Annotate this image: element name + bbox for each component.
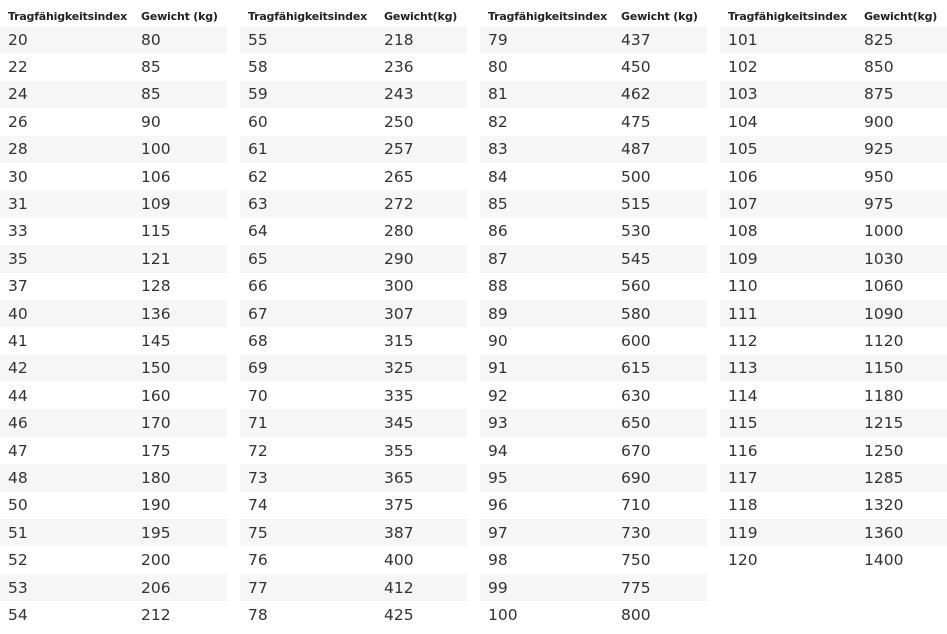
table-row: [240, 382, 467, 409]
load-index-cell: 84: [480, 163, 613, 190]
load-index-cell: 66: [240, 273, 376, 300]
load-index-cell: 117: [720, 464, 856, 491]
table-row: [480, 245, 707, 272]
table-row: [720, 245, 947, 272]
table-row: [240, 136, 467, 163]
weight-cell: 300: [376, 273, 467, 300]
load-index-cell: 20: [0, 26, 133, 53]
load-index-cell: 76: [240, 546, 376, 573]
load-index-cell: 61: [240, 136, 376, 163]
load-index-cell: 85: [480, 190, 613, 217]
table-row: [240, 81, 467, 108]
weight-cell: 560: [613, 273, 707, 300]
table-row: [480, 409, 707, 436]
table-row: [0, 492, 227, 519]
weight-cell: 375: [376, 492, 467, 519]
table-row: [720, 409, 947, 436]
weight-cell: 710: [613, 492, 707, 519]
load-index-cell: 33: [0, 218, 133, 245]
load-index-cell: 72: [240, 437, 376, 464]
weight-cell: 500: [613, 163, 707, 190]
load-index-cell: 64: [240, 218, 376, 245]
table-row: [480, 464, 707, 491]
load-index-cell: 41: [0, 327, 133, 354]
table-row: [720, 273, 947, 300]
weight-cell: 195: [133, 519, 227, 546]
weight-cell: 190: [133, 492, 227, 519]
table-row: [0, 574, 227, 601]
weight-cell: 630: [613, 382, 707, 409]
load-index-cell: 71: [240, 409, 376, 436]
load-index-cell: 96: [480, 492, 613, 519]
table-row: [480, 190, 707, 217]
weight-cell: 515: [613, 190, 707, 217]
table-row: [0, 300, 227, 327]
column-header-load-index: Tragfähigkeitsindex: [488, 9, 607, 23]
table-row: [720, 81, 947, 108]
table-row: [0, 273, 227, 300]
weight-cell: 85: [133, 53, 227, 80]
weight-cell: 875: [856, 81, 947, 108]
table-body: [720, 26, 947, 574]
table-row: [480, 327, 707, 354]
weight-cell: 206: [133, 574, 227, 601]
table-row: [720, 136, 947, 163]
weight-cell: 400: [376, 546, 467, 573]
weight-cell: 136: [133, 300, 227, 327]
weight-cell: 250: [376, 108, 467, 135]
column-header-weight: Gewicht (kg): [141, 9, 218, 23]
table-row: [480, 546, 707, 573]
load-index-cell: 68: [240, 327, 376, 354]
table-row: [240, 409, 467, 436]
weight-cell: 462: [613, 81, 707, 108]
load-index-cell: 26: [0, 108, 133, 135]
load-index-cell: 118: [720, 492, 856, 519]
load-index-cell: 30: [0, 163, 133, 190]
weight-cell: 1060: [856, 273, 947, 300]
load-index-cell: 69: [240, 355, 376, 382]
load-index-cell: 52: [0, 546, 133, 573]
weight-cell: 280: [376, 218, 467, 245]
load-index-cell: 40: [0, 300, 133, 327]
weight-cell: 1000: [856, 218, 947, 245]
load-index-cell: 97: [480, 519, 613, 546]
weight-cell: 825: [856, 26, 947, 53]
table-row: [480, 26, 707, 53]
weight-cell: 265: [376, 163, 467, 190]
load-index-cell: 65: [240, 245, 376, 272]
load-index-cell: 54: [0, 601, 133, 628]
table-row: [720, 492, 947, 519]
table-row: [240, 546, 467, 573]
load-index-cell: 90: [480, 327, 613, 354]
weight-cell: 650: [613, 409, 707, 436]
load-index-cell: 60: [240, 108, 376, 135]
load-index-cell: 110: [720, 273, 856, 300]
weight-cell: 1180: [856, 382, 947, 409]
table-row: [0, 136, 227, 163]
weight-cell: 290: [376, 245, 467, 272]
weight-cell: 85: [133, 81, 227, 108]
weight-cell: 160: [133, 382, 227, 409]
table-row: [240, 355, 467, 382]
table-body: [240, 26, 467, 629]
load-index-cell: 82: [480, 108, 613, 135]
load-index-cell: 83: [480, 136, 613, 163]
weight-cell: 345: [376, 409, 467, 436]
weight-cell: 325: [376, 355, 467, 382]
load-index-cell: 59: [240, 81, 376, 108]
load-index-table-3: [480, 6, 707, 629]
load-index-cell: 86: [480, 218, 613, 245]
table-row: [720, 53, 947, 80]
load-index-cell: 105: [720, 136, 856, 163]
load-index-cell: 73: [240, 464, 376, 491]
table-row: [240, 437, 467, 464]
weight-cell: 545: [613, 245, 707, 272]
weight-cell: 115: [133, 218, 227, 245]
weight-cell: 487: [613, 136, 707, 163]
weight-cell: 180: [133, 464, 227, 491]
load-index-cell: 119: [720, 519, 856, 546]
weight-cell: 315: [376, 327, 467, 354]
weight-cell: 200: [133, 546, 227, 573]
weight-cell: 170: [133, 409, 227, 436]
load-index-cell: 79: [480, 26, 613, 53]
table-row: [720, 190, 947, 217]
load-index-cell: 100: [480, 601, 613, 628]
load-index-cell: 103: [720, 81, 856, 108]
weight-cell: 109: [133, 190, 227, 217]
load-index-cell: 48: [0, 464, 133, 491]
table-row: [720, 546, 947, 573]
table-header-row: [240, 6, 467, 26]
weight-cell: 1215: [856, 409, 947, 436]
load-index-cell: 53: [0, 574, 133, 601]
weight-cell: 106: [133, 163, 227, 190]
weight-cell: 1090: [856, 300, 947, 327]
weight-cell: 690: [613, 464, 707, 491]
weight-cell: 335: [376, 382, 467, 409]
table-row: [0, 355, 227, 382]
weight-cell: 530: [613, 218, 707, 245]
weight-cell: 800: [613, 601, 707, 628]
table-row: [240, 273, 467, 300]
load-index-cell: 50: [0, 492, 133, 519]
weight-cell: 450: [613, 53, 707, 80]
weight-cell: 1400: [856, 546, 947, 573]
weight-cell: 580: [613, 300, 707, 327]
load-index-cell: 51: [0, 519, 133, 546]
load-index-cell: 62: [240, 163, 376, 190]
column-header-load-index: Tragfähigkeitsindex: [728, 9, 847, 23]
weight-cell: 100: [133, 136, 227, 163]
table-row: [240, 601, 467, 628]
weight-cell: 425: [376, 601, 467, 628]
table-row: [0, 53, 227, 80]
load-index-cell: 74: [240, 492, 376, 519]
table-row: [0, 382, 227, 409]
load-index-cell: 116: [720, 437, 856, 464]
load-index-cell: 89: [480, 300, 613, 327]
load-index-cell: 81: [480, 81, 613, 108]
table-row: [0, 519, 227, 546]
load-index-cell: 98: [480, 546, 613, 573]
table-row: [240, 519, 467, 546]
load-index-cell: 44: [0, 382, 133, 409]
load-index-cell: 67: [240, 300, 376, 327]
weight-cell: 950: [856, 163, 947, 190]
weight-cell: 212: [133, 601, 227, 628]
table-row: [240, 108, 467, 135]
table-row: [240, 26, 467, 53]
load-index-table-2: [240, 6, 467, 629]
weight-cell: 218: [376, 26, 467, 53]
table-row: [720, 382, 947, 409]
table-row: [240, 245, 467, 272]
weight-cell: 412: [376, 574, 467, 601]
load-index-cell: 78: [240, 601, 376, 628]
load-index-table-4: [720, 6, 947, 574]
weight-cell: 387: [376, 519, 467, 546]
load-index-cell: 93: [480, 409, 613, 436]
load-index-cell: 94: [480, 437, 613, 464]
table-row: [0, 26, 227, 53]
load-index-cell: 37: [0, 273, 133, 300]
load-index-table-1: [0, 6, 227, 629]
weight-cell: 1285: [856, 464, 947, 491]
weight-cell: 730: [613, 519, 707, 546]
load-index-cell: 109: [720, 245, 856, 272]
table-row: [480, 519, 707, 546]
weight-cell: 1120: [856, 327, 947, 354]
weight-cell: 243: [376, 81, 467, 108]
table-row: [480, 300, 707, 327]
load-index-cell: 120: [720, 546, 856, 573]
load-index-cell: 107: [720, 190, 856, 217]
load-index-cell: 88: [480, 273, 613, 300]
table-row: [0, 327, 227, 354]
load-index-cell: 115: [720, 409, 856, 436]
load-index-cell: 108: [720, 218, 856, 245]
load-index-cell: 75: [240, 519, 376, 546]
load-index-cell: 80: [480, 53, 613, 80]
weight-cell: 355: [376, 437, 467, 464]
table-body: [480, 26, 707, 629]
table-row: [720, 327, 947, 354]
table-row: [480, 574, 707, 601]
table-header-row: [480, 6, 707, 26]
load-index-cell: 58: [240, 53, 376, 80]
weight-cell: 175: [133, 437, 227, 464]
table-row: [720, 519, 947, 546]
table-header-row: [0, 6, 227, 26]
weight-cell: 1320: [856, 492, 947, 519]
load-index-cell: 92: [480, 382, 613, 409]
weight-cell: 600: [613, 327, 707, 354]
table-row: [240, 327, 467, 354]
table-row: [480, 218, 707, 245]
table-row: [480, 108, 707, 135]
table-row: [720, 163, 947, 190]
weight-cell: 615: [613, 355, 707, 382]
load-index-cell: 113: [720, 355, 856, 382]
table-row: [720, 355, 947, 382]
load-index-cell: 22: [0, 53, 133, 80]
weight-cell: 307: [376, 300, 467, 327]
weight-cell: 236: [376, 53, 467, 80]
table-row: [0, 245, 227, 272]
table-row: [480, 81, 707, 108]
load-index-cell: 101: [720, 26, 856, 53]
load-index-cell: 24: [0, 81, 133, 108]
table-body: [0, 26, 227, 629]
table-row: [0, 108, 227, 135]
load-index-cell: 47: [0, 437, 133, 464]
table-row: [0, 601, 227, 628]
table-row: [240, 464, 467, 491]
load-index-cell: 63: [240, 190, 376, 217]
load-index-cell: 87: [480, 245, 613, 272]
table-row: [720, 218, 947, 245]
weight-cell: 900: [856, 108, 947, 135]
table-row: [240, 53, 467, 80]
weight-cell: 975: [856, 190, 947, 217]
weight-cell: 90: [133, 108, 227, 135]
table-row: [480, 273, 707, 300]
load-index-cell: 31: [0, 190, 133, 217]
table-row: [480, 163, 707, 190]
load-index-cell: 91: [480, 355, 613, 382]
table-row: [240, 163, 467, 190]
load-index-cell: 99: [480, 574, 613, 601]
table-row: [0, 218, 227, 245]
weight-cell: 80: [133, 26, 227, 53]
weight-cell: 850: [856, 53, 947, 80]
table-row: [720, 26, 947, 53]
weight-cell: 121: [133, 245, 227, 272]
table-row: [0, 409, 227, 436]
weight-cell: 128: [133, 273, 227, 300]
table-row: [0, 546, 227, 573]
weight-cell: 150: [133, 355, 227, 382]
table-header-row: [720, 6, 947, 26]
table-row: [240, 492, 467, 519]
load-index-cell: 106: [720, 163, 856, 190]
table-row: [480, 492, 707, 519]
weight-cell: 1150: [856, 355, 947, 382]
load-index-cell: 28: [0, 136, 133, 163]
table-row: [480, 136, 707, 163]
table-row: [720, 300, 947, 327]
weight-cell: 272: [376, 190, 467, 217]
weight-cell: 1030: [856, 245, 947, 272]
table-row: [720, 437, 947, 464]
table-row: [480, 382, 707, 409]
load-index-cell: 102: [720, 53, 856, 80]
table-row: [0, 464, 227, 491]
load-index-cell: 77: [240, 574, 376, 601]
weight-cell: 365: [376, 464, 467, 491]
weight-cell: 145: [133, 327, 227, 354]
table-row: [240, 190, 467, 217]
load-index-cell: 35: [0, 245, 133, 272]
table-row: [480, 355, 707, 382]
weight-cell: 1360: [856, 519, 947, 546]
weight-cell: 750: [613, 546, 707, 573]
table-row: [480, 601, 707, 628]
weight-cell: 670: [613, 437, 707, 464]
load-index-cell: 111: [720, 300, 856, 327]
table-row: [720, 464, 947, 491]
load-index-cell: 112: [720, 327, 856, 354]
table-row: [0, 81, 227, 108]
weight-cell: 775: [613, 574, 707, 601]
load-index-cell: 46: [0, 409, 133, 436]
weight-cell: 257: [376, 136, 467, 163]
load-index-cell: 70: [240, 382, 376, 409]
weight-cell: 925: [856, 136, 947, 163]
table-row: [480, 53, 707, 80]
load-index-cell: 114: [720, 382, 856, 409]
column-header-weight: Gewicht(kg): [864, 9, 938, 23]
table-row: [0, 437, 227, 464]
load-index-cell: 104: [720, 108, 856, 135]
column-header-weight: Gewicht (kg): [621, 9, 698, 23]
column-header-weight: Gewicht(kg): [384, 9, 458, 23]
table-row: [480, 437, 707, 464]
table-row: [240, 300, 467, 327]
weight-cell: 437: [613, 26, 707, 53]
weight-cell: 1250: [856, 437, 947, 464]
column-header-load-index: Tragfähigkeitsindex: [248, 9, 367, 23]
table-row: [240, 218, 467, 245]
load-index-cell: 55: [240, 26, 376, 53]
weight-cell: 475: [613, 108, 707, 135]
table-row: [0, 163, 227, 190]
load-index-cell: 95: [480, 464, 613, 491]
table-row: [720, 108, 947, 135]
load-index-cell: 42: [0, 355, 133, 382]
column-header-load-index: Tragfähigkeitsindex: [8, 9, 127, 23]
table-row: [0, 190, 227, 217]
table-row: [240, 574, 467, 601]
